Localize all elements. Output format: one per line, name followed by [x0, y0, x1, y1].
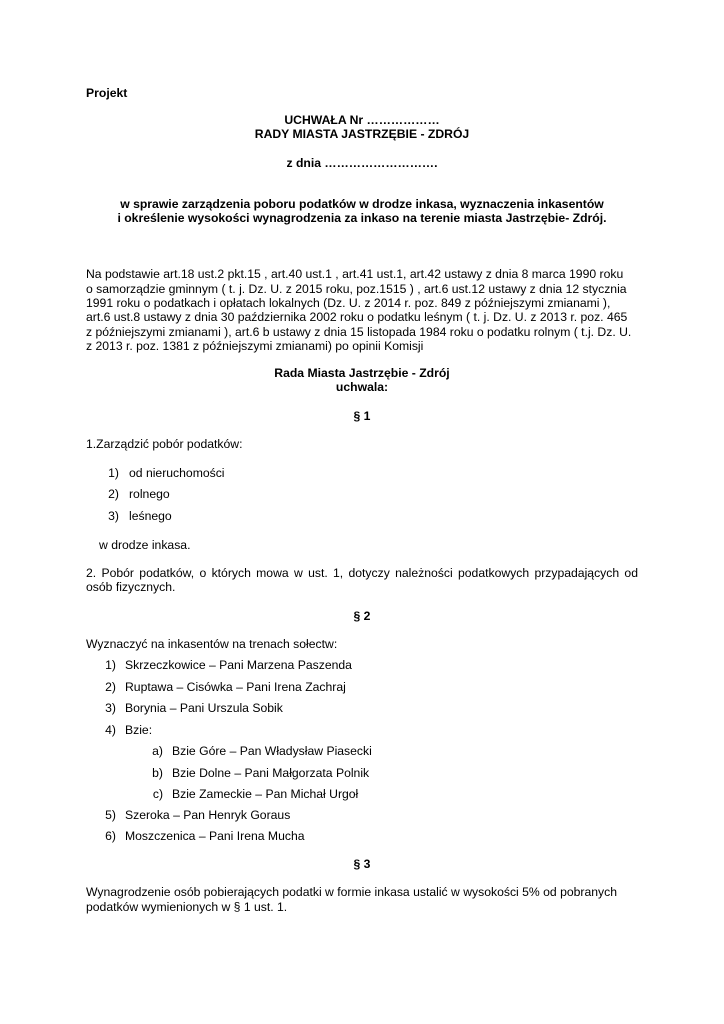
preamble-line: z późniejszymi zmianami ), art.6 b ustawy z dnia 15 listopada 1984 roku o podatku rolnym ( t.j. Dz. U. [86, 325, 632, 339]
list-number: 3) [105, 701, 116, 715]
preamble-line: z 2013 r. poz. 1381 z późniejszymi zmianami) po opinii Komisji [86, 339, 424, 353]
sublist-letter: b) [152, 766, 163, 780]
list-number: 3) [108, 509, 119, 523]
sublist-letter: a) [152, 744, 163, 758]
section-1-para2-line1: 2. Pobór podatków, o których mowa w ust. 1, dotyczy należności podatkowych przypadających od [86, 566, 638, 580]
preamble-line: 1991 roku o podatkach i opłatach lokalnych (Dz. U. z 2014 r. poz. 849 z późniejszymi zmianami ), [86, 296, 611, 310]
sublist-item: Bzie Zameckie – Pan Michał Urgoł [172, 787, 359, 801]
list-number: 2) [105, 680, 116, 694]
council-resolves-line2: uchwala: [335, 380, 389, 394]
preamble-line: Na podstawie art.18 ust.2 pkt.15 , art.40 ust.1 , art.41 ust.1, art.42 ustawy z dnia 8 marca 1990 roku [86, 267, 624, 281]
sublist-item: Bzie Dolne – Pani Małgorzata Polnik [172, 766, 370, 780]
list-number: 1) [108, 466, 119, 480]
list-number: 1) [105, 658, 116, 672]
section-3-line2: podatków wymienionych w § 1 ust. 1. [86, 900, 288, 914]
section-1-heading: § 1 [353, 409, 371, 423]
list-number: 4) [105, 723, 116, 737]
subject-line-2: i określenie wysokości wynagrodzenia za inkaso na terenie miasta Jastrzębie- Zdrój. [117, 211, 607, 225]
resolution-number: UCHWAŁA Nr ……………… [284, 113, 440, 127]
section-2-heading: § 2 [353, 609, 371, 623]
resolution-date: z dnia ………………………. [286, 156, 438, 170]
subject-line-1: w sprawie zarządzenia poboru podatków w drodze inkasa, wyznaczenia inkasentów [120, 197, 604, 211]
preamble-line: art.6 ust.8 ustawy z dnia 30 października 2002 roku o podatku leśnym ( t. j. Dz. U. z 2013 r. poz. 465 [86, 310, 628, 324]
list-number: 2) [108, 487, 119, 501]
list-item: Bzie: [125, 723, 153, 737]
council-resolves-line1: Rada Miasta Jastrzębie - Zdrój [274, 366, 450, 380]
list-item: Skrzeczkowice – Pani Marzena Paszenda [125, 658, 352, 672]
section-2-intro: Wyznaczyć na inkasentów na trenach sołectw: [86, 637, 338, 651]
council-name: RADY MIASTA JASTRZĘBIE - ZDRÓJ [254, 127, 470, 141]
list-item: rolnego [129, 487, 170, 501]
list-number: 6) [105, 829, 116, 843]
list-item: Szeroka – Pan Henryk Goraus [125, 808, 291, 822]
section-3-heading: § 3 [353, 857, 371, 871]
list-item: leśnego [129, 509, 172, 523]
list-item: Moszczenica – Pani Irena Mucha [125, 829, 305, 843]
preamble-line: o samorządzie gminnym ( t. j. Dz. U. z 2015 roku, poz.1515 ) , art.6 ust.12 ustawy z dnia 12 stycznia [86, 282, 627, 296]
section-1-para2-line2: osób fizycznych. [86, 580, 176, 594]
sublist-item: Bzie Góre – Pan Władysław Piasecki [172, 744, 372, 758]
section-3-line1: Wynagrodzenie osób pobierających podatki w formie inkasa ustalić w wysokości 5% od pobranych [86, 885, 617, 899]
list-item: Borynia – Pani Urszula Sobik [125, 701, 283, 715]
section-1-intro: 1.Zarządzić pobór podatków: [86, 437, 243, 451]
list-item: Ruptawa – Cisówka – Pani Irena Zachraj [125, 680, 346, 694]
sublist-letter: c) [152, 787, 163, 801]
section-1-closing: w drodze inkasa. [99, 538, 191, 552]
project-label: Projekt [86, 86, 128, 100]
list-item: od nieruchomości [129, 466, 225, 480]
list-number: 5) [105, 808, 116, 822]
